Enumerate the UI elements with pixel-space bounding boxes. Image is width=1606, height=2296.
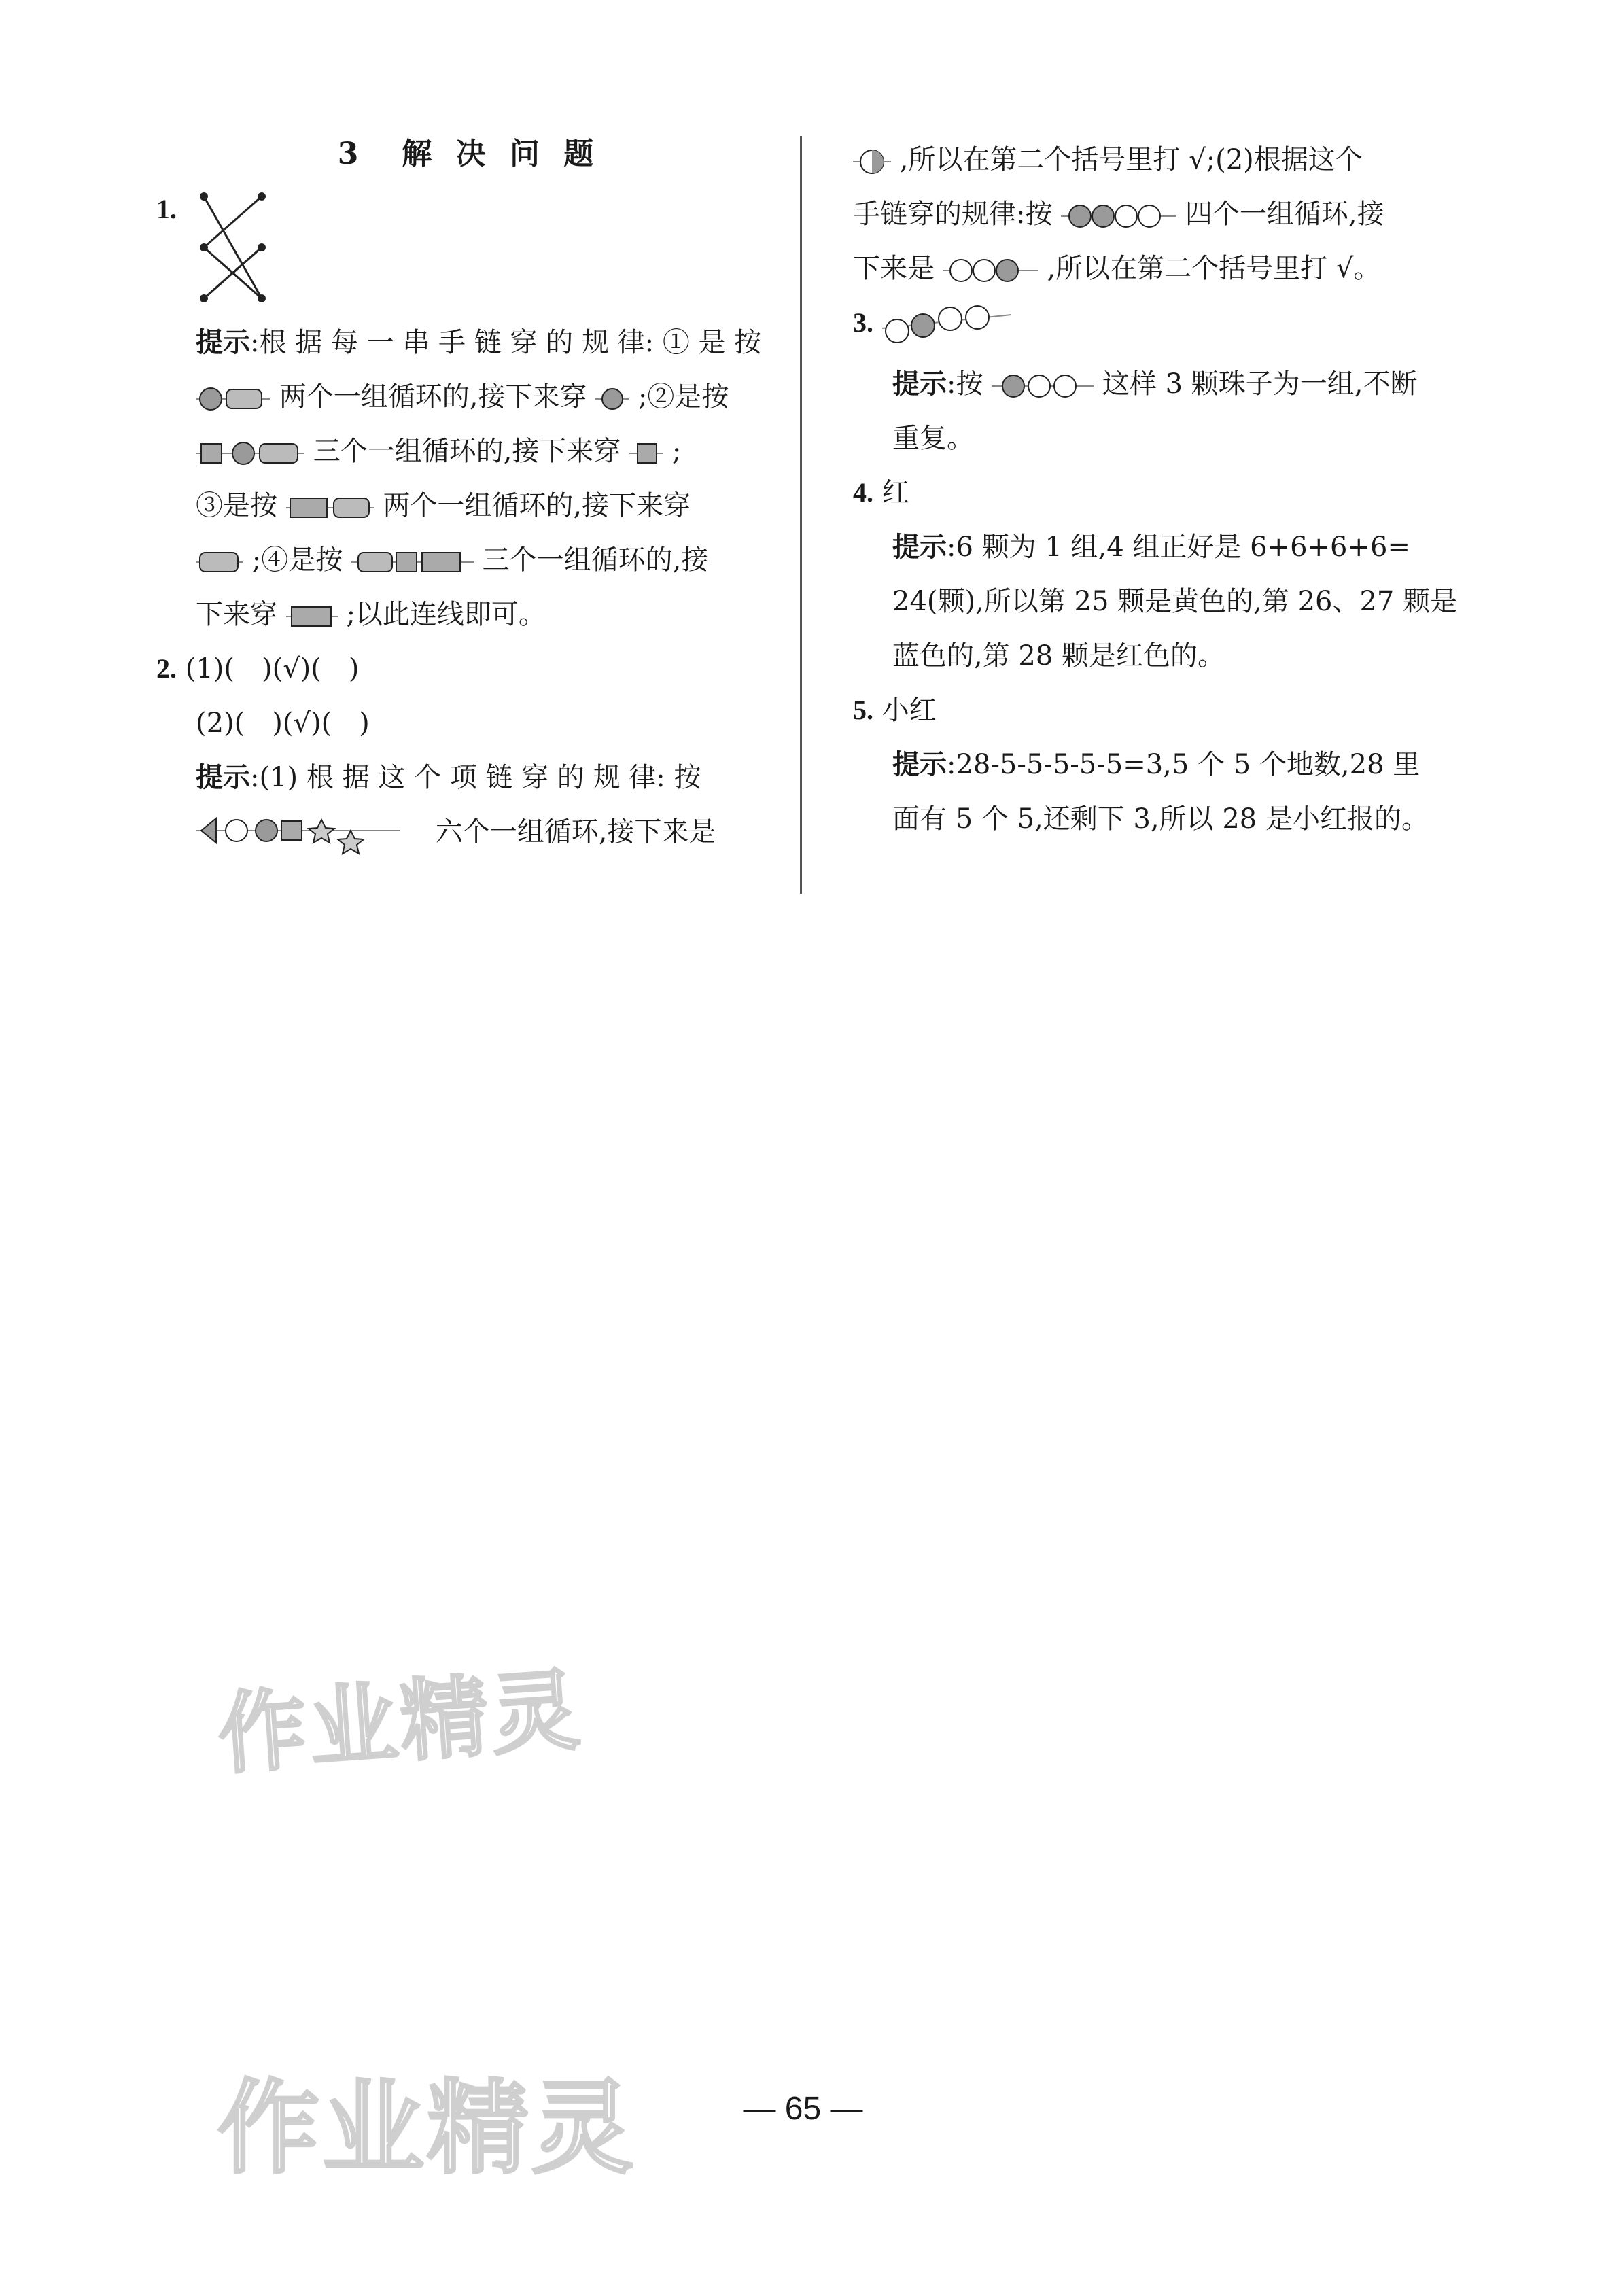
hint-text: ;④是按 [251,544,343,576]
hint-text: 下来穿 [196,599,277,630]
question-1 [156,186,782,309]
hint-text: :根 据 每 一 串 手 链 穿 的 规 律: ① 是 按 [250,327,762,358]
hint-text: 重复。 [892,423,974,454]
bead-cylinder-cube-cuboid-icon [351,547,474,577]
hint-text: :28-5-5-5-5-5=3,5 个 5 个地数,28 里 [947,749,1420,780]
next-beads-icon [943,256,1038,285]
hint-text: ,所以在第二个括号里打 √。 [1047,253,1381,284]
gray-ball-icon [595,384,629,414]
hint-text: 四个一组循环,接 [1185,198,1384,230]
hint-text: :按 [947,368,983,400]
hint-text: 三个一组循环的,接下来穿 [313,436,621,467]
hint-text: ,所以在第二个括号里打 √;(2)根据这个 [899,144,1363,175]
question-3-number: 3. [853,307,873,338]
half-gray-ball-icon [853,147,891,177]
cylinder-icon [196,547,243,577]
hint-text: 六个一组循环,接下来是 [435,816,716,848]
hint-label: 提示 [892,531,947,563]
hint-text: 下来是 [853,253,935,284]
hint-text: ;以此连线即可。 [346,599,546,630]
hint-label: 提示 [892,368,947,400]
hint-label: 提示 [196,761,250,793]
hint-text: 两个一组循环的,接下来穿 [279,381,587,413]
right-column [853,133,1458,846]
bead-cuboid-cylinder-icon [286,493,374,523]
cube-icon [629,438,663,468]
hint-text: 这样 3 颗珠子为一组,不断 [1102,368,1418,400]
three-bead-group-icon [992,371,1094,401]
hint-text: 24(颗),所以第 25 颗是黄色的,第 26、27 颗是 [892,586,1458,617]
hint-label: 提示 [892,748,947,780]
hint-text: 面有 5 个 5,还剩下 3,所以 28 是小红报的。 [892,803,1429,835]
hint-text: 三个一组循环的,接 [482,544,709,576]
left-column [156,129,782,866]
q5-answer: 小红 [881,695,937,726]
hint-text: 两个一组循环的,接下来穿 [383,490,691,521]
q3-answer-beads-icon [882,301,1018,349]
necklace-pattern-icon [196,810,427,858]
hint-text: :(1) 根 据 这 个 项 链 穿 的 规 律: 按 [250,762,701,793]
q2-answer-2: (2)( )(√)( ) [196,708,370,739]
bracelet-pattern-icon [1061,201,1176,231]
bead-ball-cylinder-icon [196,384,270,414]
page-number: — 65 — [743,2091,863,2127]
watermark-logo: 作业精灵 [215,1658,586,1787]
hint-text: :6 颗为 1 组,4 组正好是 6+6+6+6= [947,532,1410,563]
hint-label: 提示 [196,326,250,358]
question-5-number: 5. [853,695,873,725]
q2-answer-1: (1)( )(√)( ) [185,653,360,684]
hint-text: ③是按 [196,490,277,521]
matching-lines-diagram [194,186,275,309]
watermark-logo-bottom: 作业精灵 [217,2070,637,2188]
hint-text: 手链穿的规律:按 [853,198,1053,230]
question-2-number: 2. [156,653,177,684]
hint-text: ;②是按 [638,381,729,413]
bead-cube-ball-cylinder-icon [196,438,304,468]
hint-text: ; [671,436,682,467]
cuboid-icon [286,602,338,631]
hint-text: 蓝色的,第 28 颗是红色的。 [892,640,1225,672]
question-1-number: 1. [156,194,177,224]
column-divider [800,136,802,894]
question-4-number: 4. [853,477,873,508]
q4-answer: 红 [881,477,909,508]
section-title: 3 解 决 问 题 [337,137,601,171]
